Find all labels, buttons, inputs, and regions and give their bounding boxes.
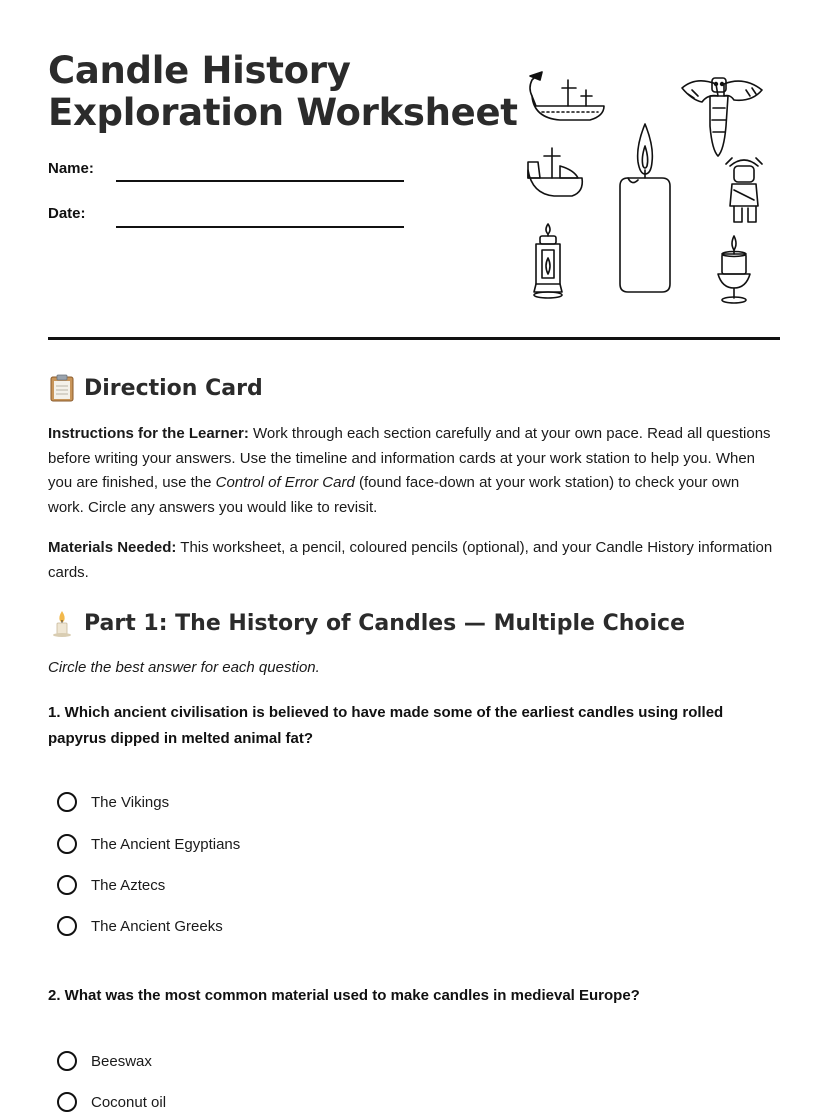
q2-option-a-label: Beeswax [91, 1052, 152, 1070]
title-line-1: Candle History [48, 49, 351, 92]
q2-option-a-radio[interactable] [57, 1051, 77, 1071]
q1-option-b-radio[interactable] [57, 834, 77, 854]
instructions-label: Instructions for the Learner: [48, 425, 249, 442]
q1-option-a-radio[interactable] [57, 792, 77, 812]
q1-option-d-radio[interactable] [57, 916, 77, 936]
date-label: Date: [48, 205, 86, 222]
q1-option-a-label: The Vikings [91, 793, 170, 811]
materials-label: Materials Needed: [48, 539, 177, 556]
instructions-text-2: (found face-down at your work station) to check your own work. Circle any answers you would like to revisit. [48, 474, 740, 516]
q2-option-b-label: Coconut oil [91, 1093, 167, 1111]
q1-option-d[interactable] [57, 913, 223, 939]
viking-figure-icon [726, 158, 762, 222]
date-field[interactable] [116, 226, 404, 228]
clipboard-icon [48, 374, 76, 402]
materials-paragraph [48, 536, 778, 585]
instructions-paragraph [48, 422, 778, 520]
q1-option-d-label: The Ancient Greeks [91, 917, 223, 935]
viking-ship-icon [530, 72, 604, 120]
worksheet-title [48, 50, 518, 134]
part1-heading [48, 609, 685, 637]
q1-option-a[interactable] [57, 789, 169, 815]
control-of-error-card: Control of Error Card [215, 474, 355, 491]
section-divider [48, 337, 780, 340]
part1-title: Part 1: The History of Candles — Multiple Choice [84, 610, 686, 636]
q2-option-b-radio[interactable] [57, 1092, 77, 1112]
pillar-candle-icon [620, 124, 670, 292]
instructions-text-1: Work through each section carefully and at your own pace. Read all questions before writing your answers. Use the timeline and information cards at your work station to help you. When you are finished, use the [48, 425, 771, 491]
q1-option-b[interactable] [57, 831, 240, 857]
direction-card-title: Direction Card [84, 375, 263, 401]
goblet-candle-icon [718, 236, 750, 303]
question-2: 2. What was the most common material used to make candles in medieval Europe? [48, 987, 640, 1004]
name-label: Name: [48, 160, 94, 177]
q1-option-c-label: The Aztecs [91, 876, 166, 894]
candle-history-illustration [520, 66, 770, 308]
part1-instruction: Circle the best answer for each question. [48, 659, 320, 676]
q1-option-b-label: The Ancient Egyptians [91, 835, 241, 853]
materials-text: This worksheet, a pencil, coloured pencils (optional), and your Candle History information cards. [48, 539, 773, 581]
sailing-ship-icon [528, 148, 582, 196]
question-1: 1. Which ancient civilisation is believed to have made some of the earliest candles using rolled papyrus dipped in melted animal fat? [48, 704, 724, 747]
direction-card-heading [48, 374, 263, 402]
title-line-2: Exploration Worksheet [48, 91, 518, 134]
candle-icon [48, 609, 76, 637]
q2-option-b[interactable] [57, 1089, 166, 1115]
q1-option-c[interactable] [57, 872, 165, 898]
name-field[interactable] [116, 180, 404, 182]
lantern-icon [534, 224, 562, 298]
q2-option-a[interactable] [57, 1048, 152, 1074]
q1-option-c-radio[interactable] [57, 875, 77, 895]
totem-bird-icon [682, 78, 762, 156]
